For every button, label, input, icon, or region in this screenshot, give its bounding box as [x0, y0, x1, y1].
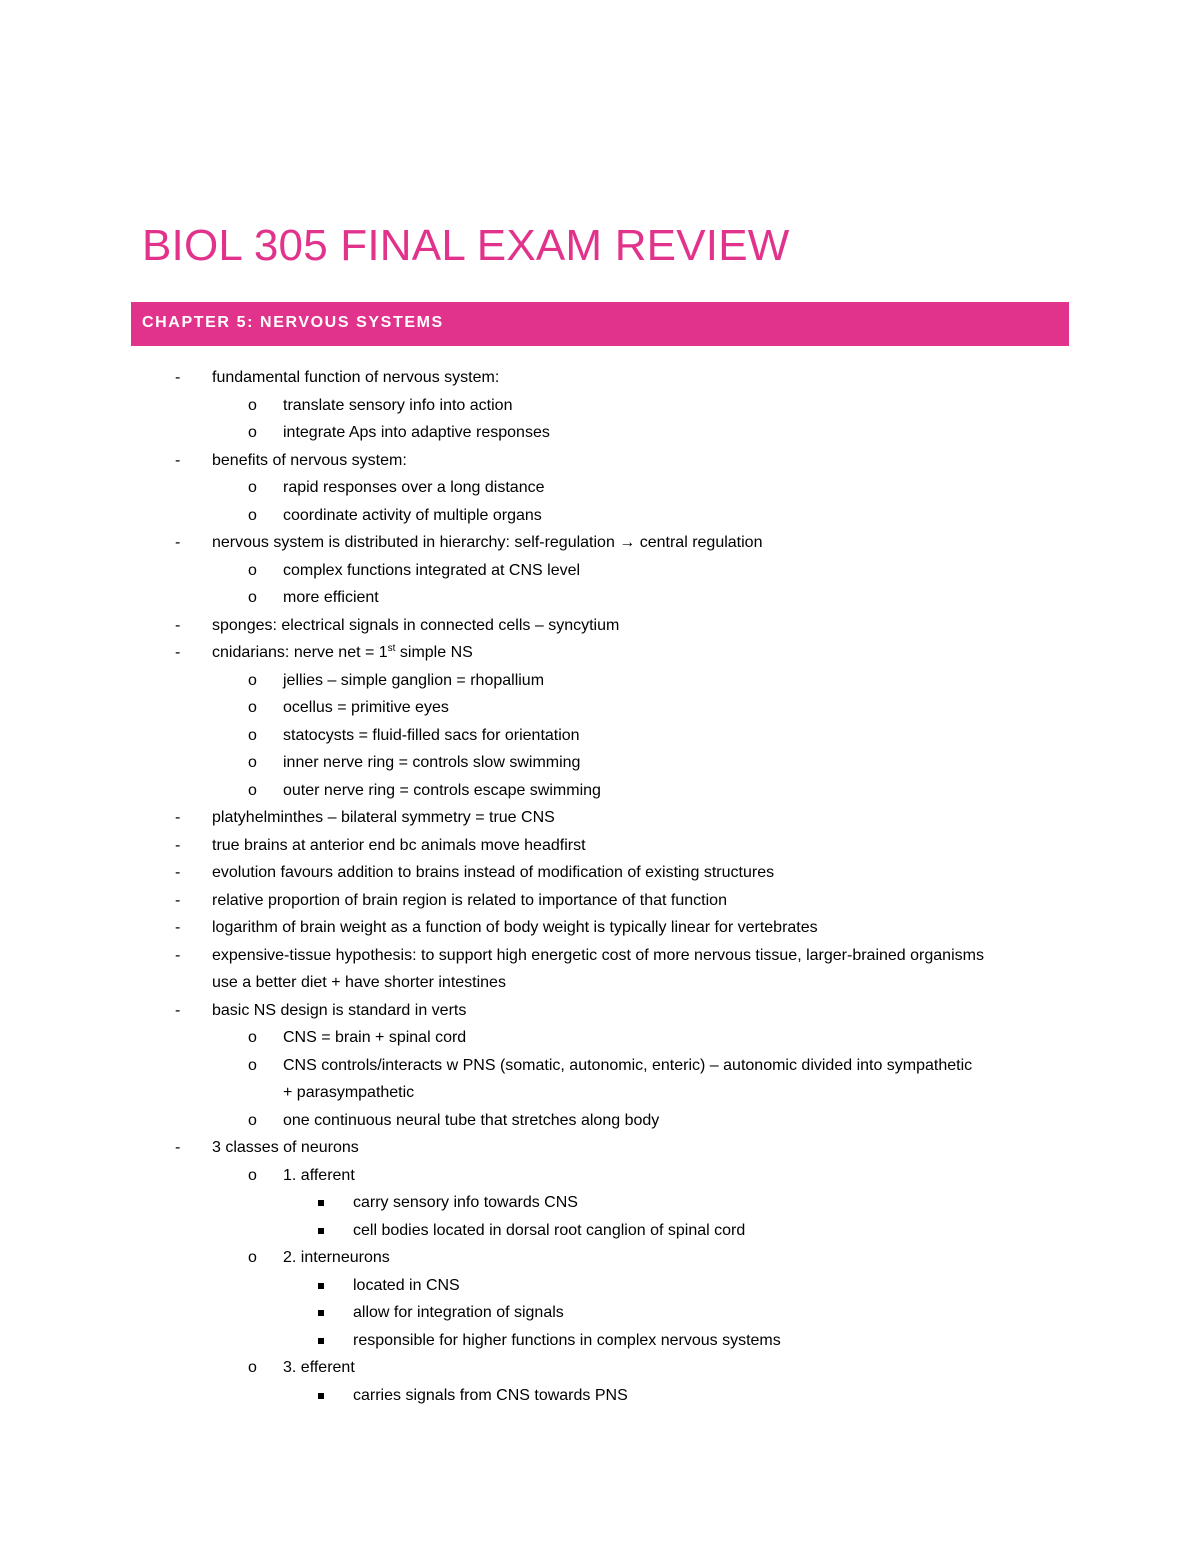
- note-item-level-2: [0, 1354, 1200, 1382]
- note-item-level-1: [0, 1134, 1200, 1162]
- note-text: one continuous neural tube that stretches along body: [283, 1111, 660, 1129]
- note-text: basic NS design is standard in verts: [212, 1001, 467, 1019]
- square-bullet-icon: [318, 1338, 324, 1344]
- note-item-level-1: [0, 914, 1200, 942]
- note-item-level-2: [0, 502, 1200, 530]
- circle-bullet: o: [248, 506, 257, 524]
- note-item-level-1: [0, 887, 1200, 915]
- note-item-level-1: [0, 447, 1200, 475]
- note-text: ocellus = primitive eyes: [283, 699, 449, 716]
- circle-bullet: o: [248, 1249, 257, 1266]
- note-text: allow for integration of signals: [353, 1304, 564, 1321]
- note-text: translate sensory info into action: [283, 396, 513, 414]
- circle-bullet: o: [248, 1056, 257, 1074]
- note-text-part: cnidarians: nerve net = 1: [212, 644, 388, 661]
- note-text: platyhelminthes – bilateral symmetry = true CNS: [212, 809, 555, 826]
- dash-bullet: -: [175, 891, 181, 909]
- circle-bullet: o: [248, 561, 257, 579]
- circle-bullet: o: [248, 1029, 257, 1046]
- note-item-level-1: [0, 859, 1200, 887]
- dash-bullet: -: [175, 644, 181, 661]
- document-title: BIOL 305 FINAL EXAM REVIEW: [142, 221, 790, 270]
- note-text: cell bodies located in dorsal root canglion of spinal cord: [353, 1221, 746, 1239]
- note-text: jellies – simple ganglion = rhopallium: [283, 671, 545, 689]
- circle-bullet: o: [248, 671, 257, 689]
- square-bullet-icon: [318, 1228, 324, 1234]
- note-text: sponges: electrical signals in connected cells – syncytium: [212, 616, 620, 634]
- note-item-level-1: [0, 612, 1200, 640]
- note-text-part: simple NS: [395, 644, 473, 661]
- circle-bullet: o: [248, 781, 257, 799]
- note-item-level-3: [0, 1217, 1200, 1245]
- note-text: statocysts = fluid-filled sacs for orientation: [283, 726, 580, 744]
- note-item-level-3: [0, 1299, 1200, 1327]
- dash-bullet: -: [175, 1001, 181, 1019]
- note-item-level-3: [0, 1327, 1200, 1355]
- note-item-level-2: [0, 1244, 1200, 1272]
- note-text: 3. efferent: [283, 1359, 355, 1376]
- dash-bullet: -: [175, 369, 181, 386]
- note-item-level-3: [0, 1189, 1200, 1217]
- note-text: true brains at anterior end bc animals move headfirst: [212, 836, 586, 854]
- note-text: expensive-tissue hypothesis: to support high energetic cost of more nervous tissue, larger-brained organisms use a better diet + have shorter intestines: [212, 946, 984, 991]
- note-text: outer nerve ring = controls escape swimming: [283, 781, 601, 799]
- note-item-level-3: [0, 1382, 1200, 1410]
- note-item-level-2: [0, 584, 1200, 612]
- square-bullet-icon: [318, 1393, 324, 1399]
- circle-bullet: o: [248, 699, 257, 716]
- note-item-level-2: [0, 667, 1200, 695]
- circle-bullet: o: [248, 1166, 257, 1184]
- chapter-heading: CHAPTER 5: NERVOUS SYSTEMS: [142, 314, 444, 331]
- circle-bullet: o: [248, 1359, 257, 1376]
- note-item-level-2: [0, 1024, 1200, 1052]
- note-item-level-1: [0, 639, 1200, 667]
- note-text: [212, 639, 1012, 667]
- note-text: 1. afferent: [283, 1166, 355, 1184]
- dash-bullet: -: [175, 836, 181, 854]
- note-text: complex functions integrated at CNS level: [283, 561, 581, 579]
- note-item-level-1: [0, 942, 1200, 997]
- note-text: inner nerve ring = controls slow swimming: [283, 754, 581, 771]
- note-text: rapid responses over a long distance: [283, 479, 545, 496]
- note-item-level-1: [0, 529, 1200, 557]
- note-item-level-2: [0, 1162, 1200, 1190]
- note-text: located in CNS: [353, 1276, 460, 1294]
- note-item-level-2: [0, 1052, 1200, 1107]
- note-text: more efficient: [283, 589, 379, 606]
- dash-bullet: -: [175, 946, 181, 964]
- note-item-level-2: [0, 722, 1200, 750]
- circle-bullet: o: [248, 424, 257, 441]
- circle-bullet: o: [248, 1111, 257, 1129]
- note-item-level-2: [0, 1107, 1200, 1135]
- note-item-level-2: [0, 474, 1200, 502]
- note-text: 2. interneurons: [283, 1249, 390, 1266]
- note-text: 3 classes of neurons: [212, 1139, 359, 1156]
- note-text: CNS controls/interacts w PNS (somatic, autonomic, enteric) – autonomic divided into sympathetic + parasympathetic: [283, 1056, 973, 1101]
- square-bullet-icon: [318, 1200, 324, 1206]
- dash-bullet: -: [175, 1139, 181, 1156]
- dash-bullet: -: [175, 451, 181, 469]
- note-item-level-2: [0, 749, 1200, 777]
- note-item-level-2: [0, 419, 1200, 447]
- note-text: nervous system is distributed in hierarchy: self-regulation → central regulation: [212, 534, 763, 551]
- dash-bullet: -: [175, 919, 181, 936]
- dash-bullet: -: [175, 864, 181, 881]
- note-text: carry sensory info towards CNS: [353, 1194, 578, 1211]
- circle-bullet: o: [248, 726, 257, 744]
- circle-bullet: o: [248, 479, 257, 496]
- note-item-level-1: [0, 804, 1200, 832]
- circle-bullet: o: [248, 396, 257, 414]
- note-text: responsible for higher functions in complex nervous systems: [353, 1331, 781, 1349]
- note-item-level-2: [0, 777, 1200, 805]
- circle-bullet: o: [248, 754, 257, 771]
- note-item-level-3: [0, 1272, 1200, 1300]
- note-item-level-2: [0, 557, 1200, 585]
- chapter-heading-bar: [131, 302, 1069, 346]
- square-bullet-icon: [318, 1283, 324, 1289]
- note-item-level-2: [0, 392, 1200, 420]
- note-text: CNS = brain + spinal cord: [283, 1029, 467, 1046]
- note-text: carries signals from CNS towards PNS: [353, 1386, 628, 1404]
- note-item-level-1: [0, 997, 1200, 1025]
- note-text: fundamental function of nervous system:: [212, 369, 500, 386]
- dash-bullet: -: [175, 534, 181, 551]
- square-bullet-icon: [318, 1310, 324, 1316]
- note-text: evolution favours addition to brains instead of modification of existing structures: [212, 864, 775, 881]
- note-text: benefits of nervous system:: [212, 451, 407, 469]
- note-item-level-2: [0, 694, 1200, 722]
- circle-bullet: o: [248, 589, 257, 606]
- ordinal-superscript: st: [387, 643, 396, 654]
- note-item-level-1: [0, 832, 1200, 860]
- dash-bullet: -: [175, 616, 181, 634]
- dash-bullet: -: [175, 809, 181, 826]
- note-item-level-1: [0, 364, 1200, 392]
- note-text: coordinate activity of multiple organs: [283, 506, 542, 524]
- notes-list: [0, 364, 1200, 1409]
- note-text: integrate Aps into adaptive responses: [283, 424, 550, 441]
- note-text: relative proportion of brain region is related to importance of that function: [212, 891, 727, 909]
- note-text: logarithm of brain weight as a function of body weight is typically linear for vertebrates: [212, 919, 818, 936]
